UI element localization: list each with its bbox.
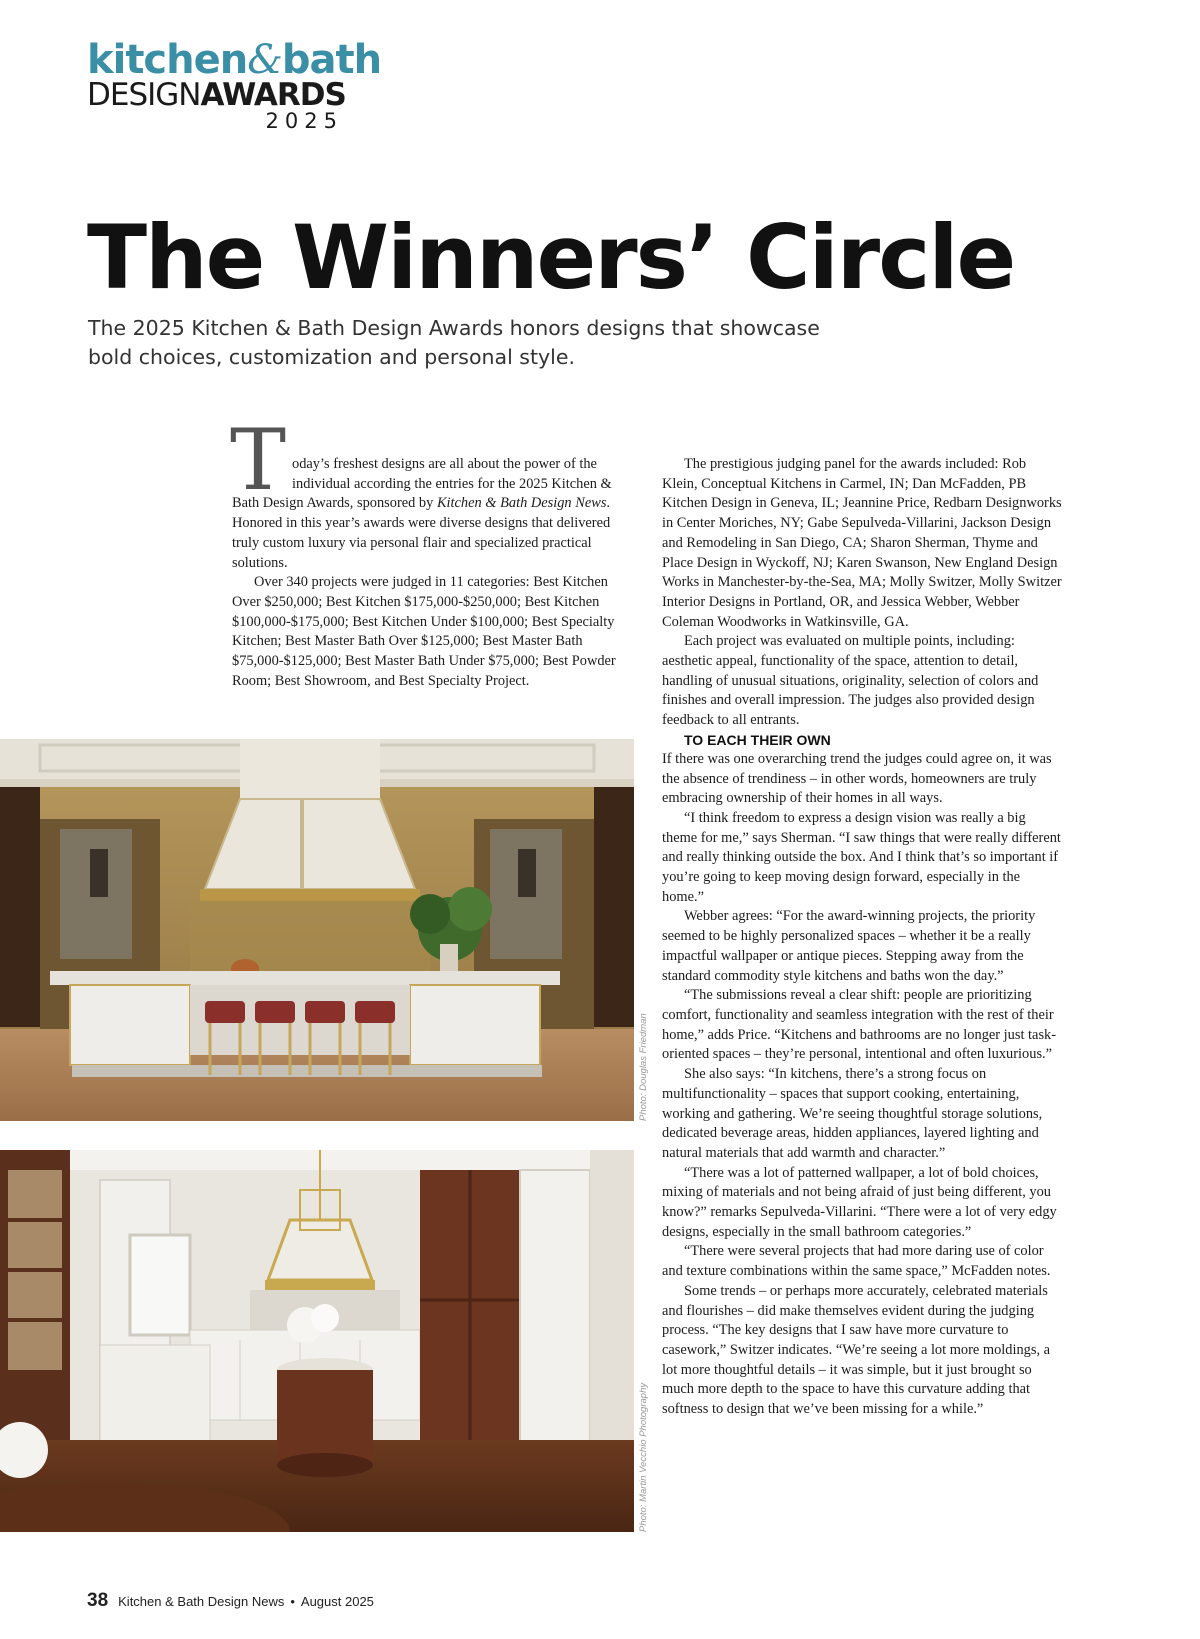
publication-name: Kitchen & Bath Design News — [436, 495, 607, 512]
paragraph: “There were several projects that had more daring use of color and texture combinations within the same space,” McFadden notes. — [662, 1243, 1051, 1280]
deck: The 2025 Kitchen & Bath Design Awards honors designs that showcase bold choices, customization and personal style. — [88, 316, 820, 369]
logo-design-awards — [87, 77, 347, 113]
paragraph: “There was a lot of patterned wallpaper, a lot of bold choices, mixing of materials and not being afraid of just being different, you know?” remarks Sepulveda-Villarini. “There were a lot of very edgy designs, especially in the small bathroom categories.” — [662, 1164, 1057, 1240]
logo-wordmark — [87, 37, 382, 83]
logo-word-awards: AWARDS — [200, 77, 346, 113]
logo-word-design: DESIGN — [87, 77, 201, 113]
masthead-logo — [87, 37, 382, 133]
article-column-left — [230, 411, 624, 691]
photo-credit-1: Photo: Douglas Friedman — [638, 1013, 649, 1121]
paragraph: Some trends – or perhaps more accurately, celebrated materials and flourishes – did make themselves evident during the judging process. “The key designs that I saw have more curvature to casework,” Switzer indicates. “We’re seeing a lot more moldings, a lot more thoughtful details – it was simple, but it just brought so much more depth to the space to have this curvature adding that softness to design that we’ve been missing for a while.” — [662, 1282, 1051, 1418]
publication-title: Kitchen & Bath Design News — [118, 1594, 285, 1609]
logo-ampersand: & — [247, 37, 282, 83]
page-number: 38 — [87, 1590, 109, 1611]
logo-word-kitchen: kitchen — [87, 37, 248, 83]
paragraph: “I think freedom to express a design vision was really a big theme for me,” says Sherman. “I saw things that were really different and really thinking outside the box. And I think that’s so important if you’re going to keep moving design forward, especially in the home.” — [662, 809, 1061, 905]
logo-word-bath: bath — [281, 37, 382, 83]
photo-credit-2: Photo: Martin Vecchio Photography — [638, 1382, 649, 1532]
paragraph: “The submissions reveal a clear shift: people are prioritizing comfort, functionality and seamless integration with the rest of their home,” adds Price. “Kitchens and bathrooms are no longer just task-oriented spaces – they’re personal, intentional and often luxurious.” — [662, 987, 1057, 1063]
paragraph: Webber agrees: “For the award-winning projects, the priority seemed to be highly personalized spaces – whether it be a really impactful wallpaper or antique pieces. Stepping away from the standard commodity style kitchens and baths won the day.” — [662, 908, 1036, 984]
paragraph: Today’s freshest designs are all about the power of the individual according the entries for the 2025 Kitchen & Bath Design Awards, sponsored by Kitchen & Bath Design News. Honored in this year’s awards were diverse designs that delivered truly custom luxury via personal flair and specialized practical solutions. — [230, 411, 612, 571]
kitchen-photo-1 — [0, 739, 634, 1121]
logo-year: 2025 — [265, 109, 343, 133]
drop-cap: T — [230, 411, 287, 509]
paragraph: She also says: “In kitchens, there’s a strong focus on multifunctionality – spaces that support cooking, entertaining, working and gathering. We’re seeing thoughtful storage solutions, dedicated beverage areas, hidden appliances, layered lighting and natural materials that add warmth and character.” — [662, 1066, 1043, 1161]
footer-separator: • — [290, 1594, 295, 1609]
article-column-right — [662, 455, 1064, 1420]
kitchen-photo-2 — [0, 1150, 634, 1532]
issue-date: August 2025 — [300, 1594, 374, 1609]
paragraph: Each project was evaluated on multiple points, including: aesthetic appeal, functionality of the space, attention to detail, handling of unusual situations, originality, selection of colors and finishes and overall impression. The judges also provided design feedback to all entrants. — [662, 633, 1039, 729]
subhead: TO EACH THEIR OWN — [684, 731, 831, 748]
paragraph: Over 340 projects were judged in 11 categories: Best Kitchen Over $250,000; Best Kitchen $175,000-$250,000; Best Kitchen $100,000-$175,000; Best Kitchen Under $100,000; Best Specialty Kitchen; Best Master Bath Over $125,000; Best Master Bath $75,000-$125,000; Best Master Bath Under $75,000; Best Powder Room; Best Showroom, and Best Specialty Project. — [232, 574, 616, 689]
paragraph: If there was one overarching trend the judges could agree on, it was the absence of trendiness – in other words, homeowners are truly embracing ownership of their homes in all ways. — [662, 750, 1052, 807]
page-footer — [87, 1590, 374, 1612]
paragraph: The prestigious judging panel for the awards included: Rob Klein, Conceptual Kitchens in Carmel, IN; Dan McFadden, PB Kitchen Design in Geneva, IL; Jeannine Price, Redbarn Designworks in Center Moriches, NY; Gabe Sepulveda-Villarini, Jackson Design and Remodeling in San Diego, CA; Sharon Sherman, Thyme and Place Design in Wyckoff, NJ; Karen Swanson, New England Design Works in Manchester-by-the-Sea, MA; Molly Switzer, Molly Switzer Interior Designs in Portland, OR, and Jessica Webber, Webber Coleman Woodworks in Watkinsville, GA. — [662, 456, 1062, 630]
headline: The Winners’ Circle — [87, 206, 1015, 309]
